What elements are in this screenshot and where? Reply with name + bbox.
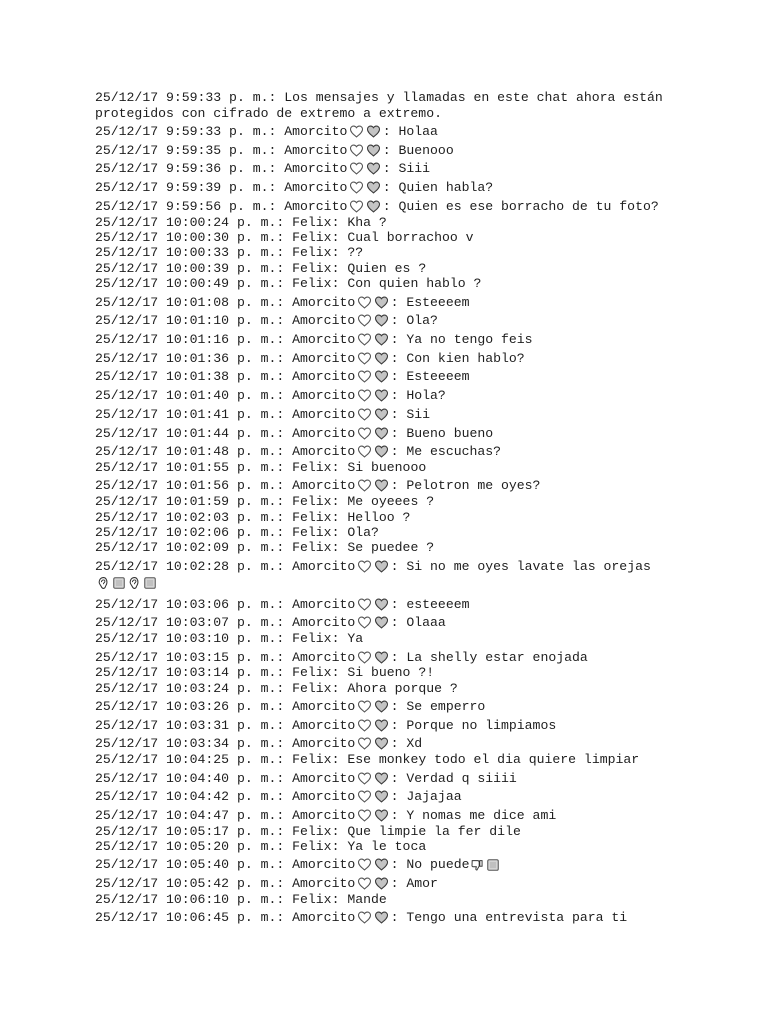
sender-separator: : (390, 770, 407, 786)
message-timestamp: 25/12/17 10:05:17 p. m.: (95, 823, 285, 839)
heart-gray-icon (365, 143, 383, 158)
message-timestamp: 25/12/17 10:03:24 p. m.: (95, 680, 285, 696)
message-timestamp: 25/12/17 10:04:40 p. m.: (95, 770, 285, 786)
message-timestamp: 25/12/17 10:01:44 p. m.: (95, 425, 285, 441)
message-text: Ola? (347, 524, 379, 540)
message-text: Con kien hablo? (406, 350, 525, 366)
sender-separator: : (331, 524, 348, 540)
heart-gray-icon (373, 615, 391, 630)
message-timestamp: 25/12/17 10:01:36 p. m.: (95, 350, 285, 366)
message-text: Pelotron me oyes? (406, 478, 541, 494)
heart-gray-icon (373, 407, 391, 422)
message-text: Quien habla? (398, 180, 494, 196)
message-timestamp: 25/12/17 10:00:24 p. m.: (95, 214, 285, 230)
message-continuation: protegidos con cifrado de extremo a extremo. (95, 105, 442, 121)
heart-gray-icon (373, 910, 391, 925)
heart-gray-icon (373, 559, 391, 574)
message-text: Me oyeees ? (347, 494, 435, 510)
sender-name: Amorcito (292, 615, 356, 631)
message-text: No puede (406, 857, 470, 873)
chat-line (95, 460, 663, 475)
message-timestamp: 25/12/17 9:59:36 p. m.: (95, 161, 277, 177)
sender-name: Amorcito (292, 596, 356, 612)
heart-outline-icon (355, 771, 373, 786)
message-timestamp: 25/12/17 10:02:09 p. m.: (95, 540, 285, 556)
chat-line (95, 631, 663, 646)
sender-separator: : (390, 596, 407, 612)
message-timestamp: 25/12/17 10:01:56 p. m.: (95, 478, 285, 494)
sender-separator: : (390, 425, 407, 441)
message-text: Ya (347, 631, 364, 647)
sender-separator: : (382, 198, 399, 214)
chat-line (95, 855, 663, 874)
chat-line (95, 786, 663, 805)
sender-name: Amorcito (292, 331, 356, 347)
heart-gray-icon (373, 295, 391, 310)
message-timestamp: 25/12/17 10:05:20 p. m.: (95, 839, 285, 855)
message-timestamp: 25/12/17 10:00:33 p. m.: (95, 245, 285, 261)
sender-name: Amorcito (284, 180, 348, 196)
message-timestamp: 25/12/17 10:03:06 p. m.: (95, 596, 285, 612)
heart-gray-icon (373, 699, 391, 714)
sender-separator: : (390, 406, 407, 422)
heart-outline-icon (355, 313, 373, 328)
message-timestamp: 25/12/17 10:03:14 p. m.: (95, 665, 285, 681)
sender-separator: : (331, 540, 348, 556)
heart-gray-icon (365, 161, 383, 176)
chat-line (95, 734, 663, 753)
sender-name: Amorcito (284, 161, 348, 177)
message-text: Sii (406, 406, 431, 422)
message-text: Mande (347, 892, 387, 907)
message-timestamp: 25/12/17 10:06:45 p. m.: (95, 910, 285, 926)
chat-line (95, 907, 663, 926)
sender-name: Felix (292, 540, 332, 556)
chat-line (95, 647, 663, 666)
sender-separator: : (331, 214, 348, 230)
sender-separator: : (390, 649, 407, 665)
sender-name: Amorcito (292, 444, 356, 460)
sender-separator: : (382, 124, 399, 139)
sender-name: Felix (292, 892, 332, 907)
heart-outline-icon (355, 699, 373, 714)
sender-separator: : (390, 789, 407, 805)
message-timestamp: 25/12/17 10:04:25 p. m.: (95, 752, 285, 768)
chat-line (95, 475, 663, 494)
message-timestamp: 25/12/17 10:01:59 p. m.: (95, 494, 285, 510)
chat-line (95, 159, 663, 178)
message-text: Me escuchas? (406, 444, 502, 460)
sender-name: Amorcito (292, 369, 356, 385)
message-timestamp: 25/12/17 10:01:41 p. m.: (95, 406, 285, 422)
message-timestamp: 25/12/17 10:02:03 p. m.: (95, 509, 285, 525)
sender-separator: : (331, 665, 348, 681)
chat-line (95, 140, 663, 159)
chat-line (95, 404, 663, 423)
chat-line (95, 276, 663, 291)
message-text: Xd (406, 736, 423, 752)
heart-outline-icon (355, 444, 373, 459)
sender-separator: : (331, 230, 348, 246)
message-timestamp: 25/12/17 10:03:26 p. m.: (95, 699, 285, 714)
message-text: Helloo ? (347, 509, 411, 525)
message-text: Ese monkey todo el dia quiere limpiar (347, 752, 640, 768)
chat-line (95, 525, 663, 540)
message-text: Se puedee ? (347, 540, 435, 556)
sender-separator: : (390, 736, 407, 752)
message-text: Quien es ? (347, 260, 427, 276)
sender-separator: : (331, 494, 348, 510)
sender-name: Amorcito (292, 770, 356, 786)
message-text: Ya no tengo feis (406, 331, 533, 347)
message-text: Ya le toca (347, 839, 427, 855)
sender-name: Felix (292, 631, 332, 647)
message-timestamp: 25/12/17 9:59:33 p. m.: (95, 90, 277, 106)
sender-name: Felix (292, 665, 332, 681)
heart-outline-icon (355, 332, 373, 347)
sender-name: Felix (292, 245, 332, 261)
chat-line (95, 385, 663, 404)
chat-line (95, 121, 663, 140)
sender-separator: : (331, 460, 348, 476)
message-timestamp: 25/12/17 9:59:56 p. m.: (95, 198, 277, 214)
missing-glyph-icon (142, 576, 158, 591)
sender-separator: : (390, 558, 407, 574)
sender-name: Felix (292, 509, 332, 525)
message-timestamp: 25/12/17 10:01:55 p. m.: (95, 460, 285, 476)
sender-name: Amorcito (284, 142, 348, 158)
message-timestamp: 25/12/17 10:03:34 p. m.: (95, 736, 285, 752)
chat-line (95, 215, 663, 230)
heart-outline-icon (355, 478, 373, 493)
sender-separator: : (390, 876, 407, 892)
chat-line (95, 665, 663, 680)
sender-separator: : (331, 509, 348, 525)
heart-gray-icon (373, 736, 391, 751)
sender-name: Amorcito (292, 736, 356, 752)
chat-line (95, 556, 663, 575)
heart-gray-icon (373, 597, 391, 612)
chat-line (95, 329, 663, 348)
heart-outline-icon (355, 808, 373, 823)
message-timestamp: 25/12/17 10:02:06 p. m.: (95, 524, 285, 540)
sender-separator: : (331, 245, 348, 261)
heart-outline-icon (355, 426, 373, 441)
sender-name: Felix (292, 752, 332, 768)
heart-gray-icon (373, 444, 391, 459)
heart-outline-icon (347, 143, 365, 158)
sender-name: Amorcito (292, 699, 356, 714)
chat-line (95, 230, 663, 245)
sender-name: Amorcito (284, 124, 348, 139)
heart-outline-icon (355, 736, 373, 751)
message-timestamp: 25/12/17 10:03:31 p. m.: (95, 717, 285, 733)
message-text: Esteeeem (406, 369, 470, 385)
chat-line (95, 441, 663, 460)
sender-separator: : (331, 260, 348, 276)
heart-outline-icon (355, 718, 373, 733)
message-text: Porque no limpiamos (406, 717, 557, 733)
heart-outline-icon (347, 180, 365, 195)
message-text: Con quien hablo ? (347, 276, 482, 292)
sender-name: Amorcito (292, 789, 356, 805)
message-text: ?? (347, 245, 364, 261)
emoji-line (95, 574, 663, 593)
sender-name: Amorcito (292, 313, 356, 329)
message-text: Amor (406, 876, 438, 892)
sender-name: Felix (292, 460, 332, 476)
chat-line (95, 873, 663, 892)
heart-outline-icon (355, 295, 373, 310)
sender-name: Amorcito (292, 807, 356, 823)
sender-separator: : (390, 478, 407, 494)
sender-name: Amorcito (292, 876, 356, 892)
message-text: Esteeeem (406, 294, 470, 310)
missing-glyph-icon (485, 857, 501, 872)
sender-separator: : (390, 388, 407, 404)
chat-line (95, 540, 663, 555)
chat-line (95, 839, 663, 854)
chat-line (95, 752, 663, 767)
message-timestamp: 25/12/17 10:01:38 p. m.: (95, 369, 285, 385)
sender-separator: : (331, 892, 348, 907)
sender-name: Amorcito (292, 406, 356, 422)
heart-outline-icon (355, 407, 373, 422)
sender-name: Felix (292, 494, 332, 510)
sender-separator: : (331, 823, 348, 839)
message-timestamp: 25/12/17 10:01:16 p. m.: (95, 331, 285, 347)
chat-line (95, 177, 663, 196)
sender-separator: : (390, 294, 407, 310)
sender-name: Felix (292, 230, 332, 246)
sender-name: Felix (292, 276, 332, 292)
heart-gray-icon (373, 857, 391, 872)
sender-separator: : (390, 717, 407, 733)
chat-transcript (95, 90, 663, 926)
message-text: Buenooo (398, 142, 454, 158)
sender-separator: : (390, 313, 407, 329)
heart-gray-icon (373, 369, 391, 384)
message-timestamp: 25/12/17 10:05:42 p. m.: (95, 876, 285, 892)
heart-gray-icon (365, 124, 383, 139)
message-timestamp: 25/12/17 10:01:40 p. m.: (95, 388, 285, 404)
sender-separator: : (390, 444, 407, 460)
thumbs-down-icon (469, 857, 485, 872)
message-text: Kha ? (347, 214, 387, 230)
sender-separator: : (331, 276, 348, 292)
sender-name: Felix (292, 214, 332, 230)
message-timestamp: 25/12/17 10:02:28 p. m.: (95, 558, 285, 574)
message-timestamp: 25/12/17 10:06:10 p. m.: (95, 892, 285, 907)
message-timestamp: 25/12/17 10:01:10 p. m.: (95, 313, 285, 329)
heart-outline-icon (355, 857, 373, 872)
message-text: Si no me oyes lavate las orejas (406, 558, 651, 574)
message-text: Si buenooo (347, 460, 427, 476)
heart-outline-icon (355, 351, 373, 366)
heart-gray-icon (373, 332, 391, 347)
sender-name: Amorcito (292, 350, 356, 366)
heart-gray-icon (373, 388, 391, 403)
message-text: Quien es ese borracho de tu foto? (398, 198, 659, 214)
message-timestamp: 25/12/17 9:59:33 p. m.: (95, 124, 277, 139)
message-text: Y nomas me dice ami (406, 807, 557, 823)
ear-icon (127, 576, 143, 591)
chat-line (95, 612, 663, 631)
sender-separator: : (331, 752, 348, 768)
sender-separator: : (390, 331, 407, 347)
sender-separator: : (382, 180, 399, 196)
message-timestamp: 25/12/17 10:05:40 p. m.: (95, 857, 285, 873)
message-text: Olaaa (406, 615, 446, 631)
heart-gray-icon (373, 771, 391, 786)
message-timestamp: 25/12/17 10:04:42 p. m.: (95, 789, 285, 805)
message-text: Se emperro (406, 699, 486, 714)
heart-gray-icon (373, 351, 391, 366)
chat-line (95, 292, 663, 311)
heart-outline-icon (347, 161, 365, 176)
heart-gray-icon (365, 180, 383, 195)
sender-separator: : (382, 142, 399, 158)
sender-separator: : (390, 615, 407, 631)
message-timestamp: 25/12/17 10:03:15 p. m.: (95, 649, 285, 665)
sender-name: Felix (292, 524, 332, 540)
sender-separator: : (390, 350, 407, 366)
sender-name: Amorcito (284, 198, 348, 214)
message-text: Ola? (406, 313, 438, 329)
heart-gray-icon (373, 808, 391, 823)
chat-line (95, 594, 663, 613)
chat-line (95, 892, 663, 907)
heart-outline-icon (355, 597, 373, 612)
message-timestamp: 25/12/17 10:01:48 p. m.: (95, 444, 285, 460)
heart-gray-icon (373, 650, 391, 665)
chat-line (95, 510, 663, 525)
sender-name: Amorcito (292, 857, 356, 873)
sender-name: Amorcito (292, 717, 356, 733)
message-timestamp: 25/12/17 9:59:35 p. m.: (95, 142, 277, 158)
message-text: esteeeem (406, 596, 470, 612)
heart-outline-icon (355, 789, 373, 804)
chat-line (95, 261, 663, 276)
sender-separator: : (390, 910, 407, 926)
chat-line (95, 715, 663, 734)
message-text: Holaa (398, 124, 438, 139)
heart-gray-icon (373, 313, 391, 328)
sender-separator: : (331, 631, 348, 647)
heart-outline-icon (355, 559, 373, 574)
heart-outline-icon (347, 124, 365, 139)
sender-name: Felix (292, 823, 332, 839)
message-text: Que limpie la fer dile (347, 823, 521, 839)
heart-gray-icon (373, 789, 391, 804)
heart-outline-icon (355, 369, 373, 384)
ear-icon (95, 576, 111, 591)
heart-outline-icon (347, 199, 365, 214)
message-text: Jajajaa (406, 789, 462, 805)
heart-outline-icon (355, 876, 373, 891)
message-text: Verdad q siiii (406, 770, 517, 786)
heart-outline-icon (355, 388, 373, 403)
chat-line (95, 423, 663, 442)
chat-line (95, 196, 663, 215)
chat-line (95, 681, 663, 696)
chat-line (95, 696, 663, 715)
message-text: Si bueno ?! (347, 665, 435, 681)
heart-gray-icon (373, 478, 391, 493)
sender-name: Amorcito (292, 388, 356, 404)
sender-name: Amorcito (292, 649, 356, 665)
heart-outline-icon (355, 615, 373, 630)
sender-separator: : (331, 839, 348, 855)
chat-line (95, 310, 663, 329)
sender-separator: : (390, 369, 407, 385)
message-text: Ahora porque ? (347, 680, 458, 696)
sender-separator: : (390, 699, 407, 714)
sender-name: Felix (292, 680, 332, 696)
message-timestamp: 25/12/17 10:01:08 p. m.: (95, 294, 285, 310)
heart-gray-icon (373, 426, 391, 441)
message-text: Siii (398, 161, 431, 177)
message-text: Los mensajes y llamadas en este chat ahora están (284, 90, 663, 106)
heart-outline-icon (355, 910, 373, 925)
message-timestamp: 25/12/17 9:59:39 p. m.: (95, 180, 277, 196)
message-text: Hola? (406, 388, 446, 404)
system-message-line (95, 90, 663, 105)
chat-line (95, 348, 663, 367)
chat-line (95, 245, 663, 260)
heart-gray-icon (373, 718, 391, 733)
chat-line (95, 805, 663, 824)
message-timestamp: 25/12/17 10:00:49 p. m.: (95, 276, 285, 292)
sender-separator: : (390, 857, 407, 873)
message-text: Bueno bueno (406, 425, 494, 441)
message-timestamp: 25/12/17 10:00:39 p. m.: (95, 260, 285, 276)
sender-name: Amorcito (292, 478, 356, 494)
message-text: Tengo una entrevista para ti (406, 910, 628, 926)
chat-line (95, 367, 663, 386)
sender-name: Amorcito (292, 910, 356, 926)
message-timestamp: 25/12/17 10:04:47 p. m.: (95, 807, 285, 823)
sender-name: Amorcito (292, 425, 356, 441)
message-timestamp: 25/12/17 10:03:10 p. m.: (95, 631, 285, 647)
sender-name: Felix (292, 260, 332, 276)
chat-line (95, 494, 663, 509)
heart-outline-icon (355, 650, 373, 665)
message-text: La shelly estar enojada (406, 649, 588, 665)
chat-line (95, 824, 663, 839)
message-timestamp: 25/12/17 10:03:07 p. m.: (95, 615, 285, 631)
message-text: Cual borrachoo v (347, 230, 474, 246)
heart-gray-icon (373, 876, 391, 891)
sender-name: Felix (292, 839, 332, 855)
sender-separator: : (331, 680, 348, 696)
heart-gray-icon (365, 199, 383, 214)
chat-line (95, 768, 663, 787)
chat-line-continuation (95, 106, 663, 121)
missing-glyph-icon (111, 576, 127, 591)
sender-separator: : (390, 807, 407, 823)
message-timestamp: 25/12/17 10:00:30 p. m.: (95, 230, 285, 246)
sender-name: Amorcito (292, 558, 356, 574)
sender-separator: : (382, 161, 399, 177)
sender-name: Amorcito (292, 294, 356, 310)
